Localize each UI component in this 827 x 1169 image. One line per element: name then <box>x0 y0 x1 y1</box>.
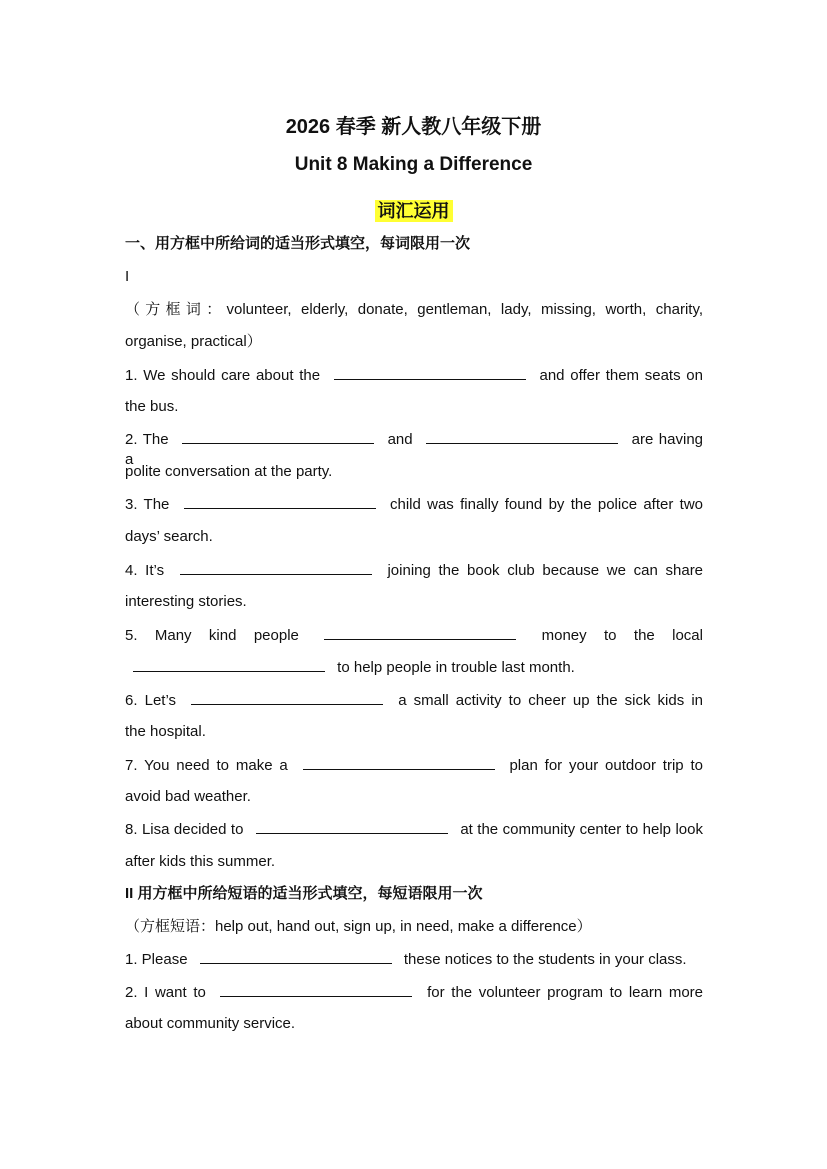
answer-blank[interactable] <box>200 949 392 964</box>
text-segment: II 用方框中所给短语的适当形式填空，每短语限用一次 <box>125 885 483 902</box>
answer-blank[interactable] <box>256 819 448 834</box>
answer-blank[interactable] <box>133 657 325 672</box>
text-segment: 8. Lisa decided to <box>125 821 244 838</box>
unit-title: Unit 8 Making a Difference <box>294 154 533 175</box>
text-segment: and offer them seats on <box>539 367 703 384</box>
text-line <box>125 982 703 1003</box>
text-segment: avoid bad weather. <box>125 788 251 805</box>
answer-blank[interactable] <box>191 690 383 705</box>
text-segment: a small activity to cheer up the sick kids in <box>398 692 703 709</box>
answer-blank[interactable] <box>182 429 374 444</box>
text-segment: plan for your outdoor trip to <box>509 757 703 774</box>
text-line <box>125 755 703 776</box>
answer-blank[interactable] <box>334 365 526 380</box>
text-segment: 2. The <box>125 431 169 448</box>
text-line <box>125 267 703 287</box>
text-segment: 一、用方框中所给词的适当形式填空，每词限用一次 <box>125 235 471 252</box>
text-line <box>125 625 703 646</box>
text-segment: to help people in trouble last month. <box>337 659 575 676</box>
text-segment: the hospital. <box>125 723 206 740</box>
text-line <box>125 592 703 612</box>
text-segment: money to the local <box>541 627 703 644</box>
text-segment: are having a <box>125 431 703 468</box>
text-segment: at the community center to help look <box>460 821 703 838</box>
text-segment: （方框词：volunteer, elderly, donate, gentleman, lady, missing, worth, charity, <box>125 301 703 318</box>
text-segment: the bus. <box>125 398 179 415</box>
text-segment: child was finally found by the police after two <box>389 496 703 513</box>
text-segment: 4. It’s <box>125 562 165 579</box>
text-line <box>125 300 703 320</box>
section-heading <box>125 884 703 904</box>
text-line <box>125 819 703 840</box>
text-segment: 1. We should care about the <box>125 367 321 384</box>
text-line <box>125 917 703 937</box>
text-segment: organise, practical） <box>125 333 262 350</box>
document-title: 2026 春季 新人教八年级下册 <box>285 116 542 138</box>
text-segment: days’ search. <box>125 528 213 545</box>
text-line <box>125 560 703 581</box>
text-segment: （方框短语：help out, hand out, sign up, in need, make a difference） <box>125 918 592 935</box>
text-line <box>125 462 703 482</box>
text-segment: and <box>387 431 413 448</box>
text-segment: 3. The <box>125 496 170 513</box>
text-segment: 6. Let’s <box>125 692 177 709</box>
text-segment: these notices to the students in your class. <box>403 951 687 968</box>
text-segment: after kids this summer. <box>125 853 276 870</box>
text-line <box>125 494 703 515</box>
answer-blank[interactable] <box>303 755 495 770</box>
text-segment: 1. Please <box>125 951 188 968</box>
answer-blank[interactable] <box>324 625 516 640</box>
text-line <box>125 527 703 547</box>
text-segment: about community service. <box>125 1015 296 1032</box>
text-segment: 5. Many kind people <box>125 627 299 644</box>
section-label: 词汇运用 <box>375 200 453 222</box>
text-segment: interesting stories. <box>125 593 247 610</box>
text-line <box>125 332 703 352</box>
text-line <box>125 657 703 678</box>
text-line <box>125 722 703 742</box>
text-line <box>125 397 703 417</box>
text-segment: 2. I want to <box>125 984 206 1001</box>
text-line <box>125 949 703 970</box>
text-line <box>125 787 703 807</box>
text-line <box>125 365 703 386</box>
text-segment: polite conversation at the party. <box>125 463 333 480</box>
answer-blank[interactable] <box>180 560 372 575</box>
text-segment: joining the book club because we can share <box>387 562 704 579</box>
text-segment: 7. You need to make a <box>125 757 288 774</box>
text-line <box>125 852 703 872</box>
text-line <box>125 1014 703 1034</box>
section-heading <box>125 234 703 254</box>
text-segment: for the volunteer program to learn more <box>427 984 704 1001</box>
answer-blank[interactable] <box>220 982 412 997</box>
answer-blank[interactable] <box>426 429 618 444</box>
text-line <box>125 690 703 711</box>
text-segment: I <box>125 268 130 285</box>
answer-blank[interactable] <box>184 494 376 509</box>
